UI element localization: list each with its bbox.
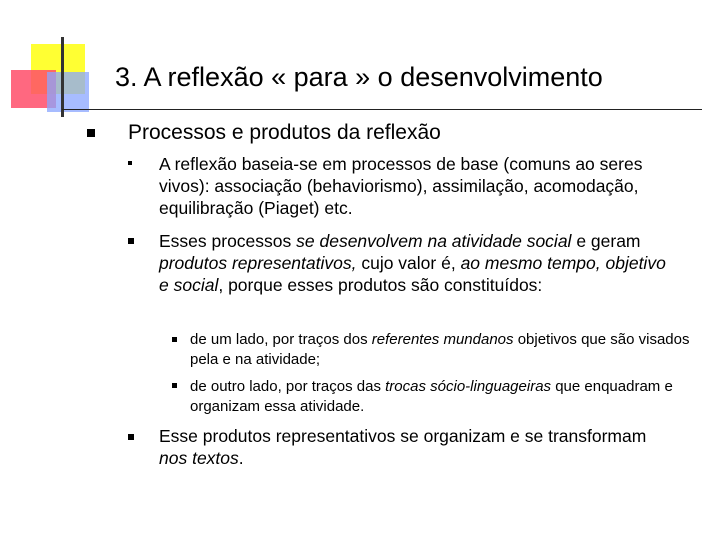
italic-run: nos textos [159,448,239,469]
text-run: Esses processos [159,231,297,251]
bullet-square-icon [172,383,177,388]
bullet-produtos-textos [159,425,679,469]
decorative-blue-square [47,72,89,112]
text-run: de outro lado, por traços das [190,378,386,395]
italic-run: referentes mundanos [371,331,514,348]
slide-title: 3. A reflexão « para » o desenvolvimento [115,62,603,92]
text-run: que enquadram e organizam essa atividade. [190,378,673,415]
italic-run: ao mesmo tempo, objetivo e social [159,253,666,296]
text-run: , porque esses produtos são constituídos: [218,275,543,296]
italic-run: se desenvolvem na atividade social [296,231,572,251]
bullet-square-icon [128,238,134,244]
text-run: . [238,448,244,469]
text-run: objetivos que são visados pela e na atividade; [190,331,690,368]
text-run: e geram [571,231,641,251]
subbullet-referentes [190,330,710,369]
bullet-square-icon [128,434,134,440]
text-run: Esse produtos representativos se organizam e se transformam [159,426,647,446]
italic-run: trocas sócio-linguageiras [385,378,552,395]
title-underline [62,109,702,110]
text-run: cujo valor é, [356,253,461,274]
decorative-vertical-line [61,37,64,117]
subbullet-trocas [190,377,710,416]
bullet-processos-desenvolvem [159,230,679,297]
bullet-processos-base: A reflexão baseia-se em processos de base (comuns ao seres vivos): associação (behaviorismo), assimilação, acomodação, equilibração (Piaget) etc. [159,154,643,219]
bullet-square-icon [172,337,177,342]
text-run: de um lado, por traços dos [190,331,372,348]
heading-bullet: Processos e produtos da reflexão [128,121,441,144]
bullet-small-square-icon [128,161,132,165]
italic-run: produtos representativos, [159,253,357,274]
bullet-square-icon [87,129,95,137]
